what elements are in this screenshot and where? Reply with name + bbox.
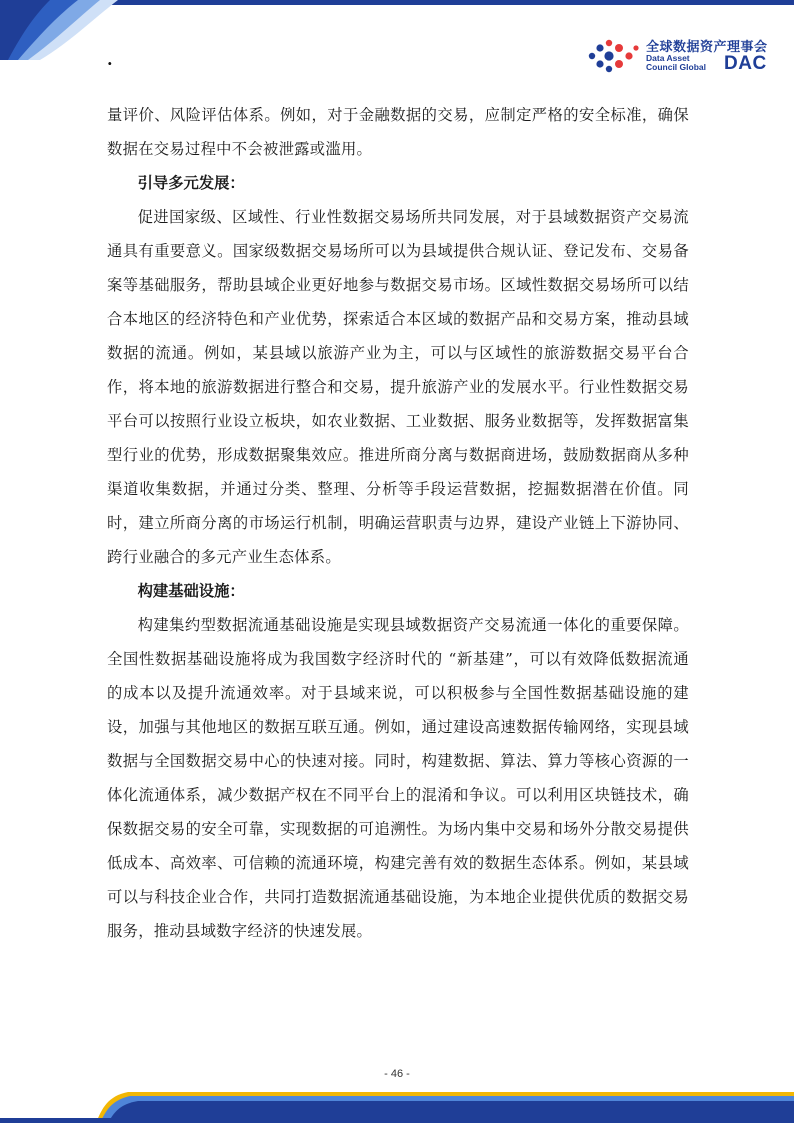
header-bullet: . (107, 50, 113, 69)
dac-logo-icon (586, 38, 642, 74)
logo-name-cn: 全球数据资产理事会 (646, 40, 768, 55)
intro-paragraph: 量评价、风险评估体系。例如，对于金融数据的交易，应制定严格的安全标准，确保数据在交易过程中不会被泄露或滥用。 (107, 106, 689, 158)
logo-name-en-line1: Data Asset (646, 53, 690, 63)
section-paragraph-infrastructure: 构建集约型数据流通基础设施是实现县域数据资产交易流通一体化的重要保障。全国性数据基础设施将成为我国数字经济时代的 “新基建”，可以有效降低数据流通的成本以及提升流通效率。对于县域来说，可以积极参与全国性数据基础设施的建设，加强与其他地区的数据互联互通。例如，通过建设高速数据传输网络，实现县域数据与全国数据交易中心的快速对接。同时，构建数据、算法、算力等核心资源的一体化流通体系，减少数据产权在不同平台上的混淆和争议。可以利用区块链技术，确保数据交易的安全可靠，实现数据的可追溯性。为场内集中交易和场外分散交易提供低成本、高效率、可信赖的流通环境，构建完善有效的数据生态体系。例如，某县域可以与科技企业合作，共同打造数据流通基础设施，为本地企业提供优质的数据交易服务，推动县域数字经济的快速发展。 (107, 616, 689, 940)
document-body (107, 98, 689, 948)
section-heading-infrastructure: 构建基础设施： (137, 582, 245, 600)
page-number: - 46 - (384, 1068, 410, 1080)
footer-decoration (0, 1078, 794, 1123)
section-paragraph-diversified-development: 促进国家级、区域性、行业性数据交易场所共同发展，对于县域数据资产交易流通具有重要意义。国家级数据交易场所可以为县域提供合规认证、登记发布、交易备案等基础服务，帮助县域企业更好地参与数据交易市场。区域性数据交易场所可以结合本地区的经济特色和产业优势，探索适合本区域的数据产品和交易方案，推动县域数据的流通。例如，某县域以旅游产业为主，可以与区域性的旅游数据交易平台合作，将本地的旅游数据进行整合和交易，提升旅游产业的发展水平。行业性数据交易平台可以按照行业设立板块，如农业数据、工业数据、服务业数据等，发挥数据富集型行业的优势，形成数据聚集效应。推进所商分离与数据商进场，鼓励数据商从多种渠道收集数据，并通过分类、整理、分析等手段运营数据，挖掘数据潜在价值。同时，建立所商分离的市场运行机制，明确运营职责与边界，建设产业链上下游协同、跨行业融合的多元产业生态体系。 (107, 208, 689, 566)
logo-name-en-line2: Council Global (646, 62, 706, 72)
section-heading-diversified-development: 引导多元发展： (137, 174, 245, 192)
logo-name-en (646, 54, 706, 72)
dac-logo (586, 36, 776, 76)
logo-abbr: DAC (724, 53, 767, 74)
